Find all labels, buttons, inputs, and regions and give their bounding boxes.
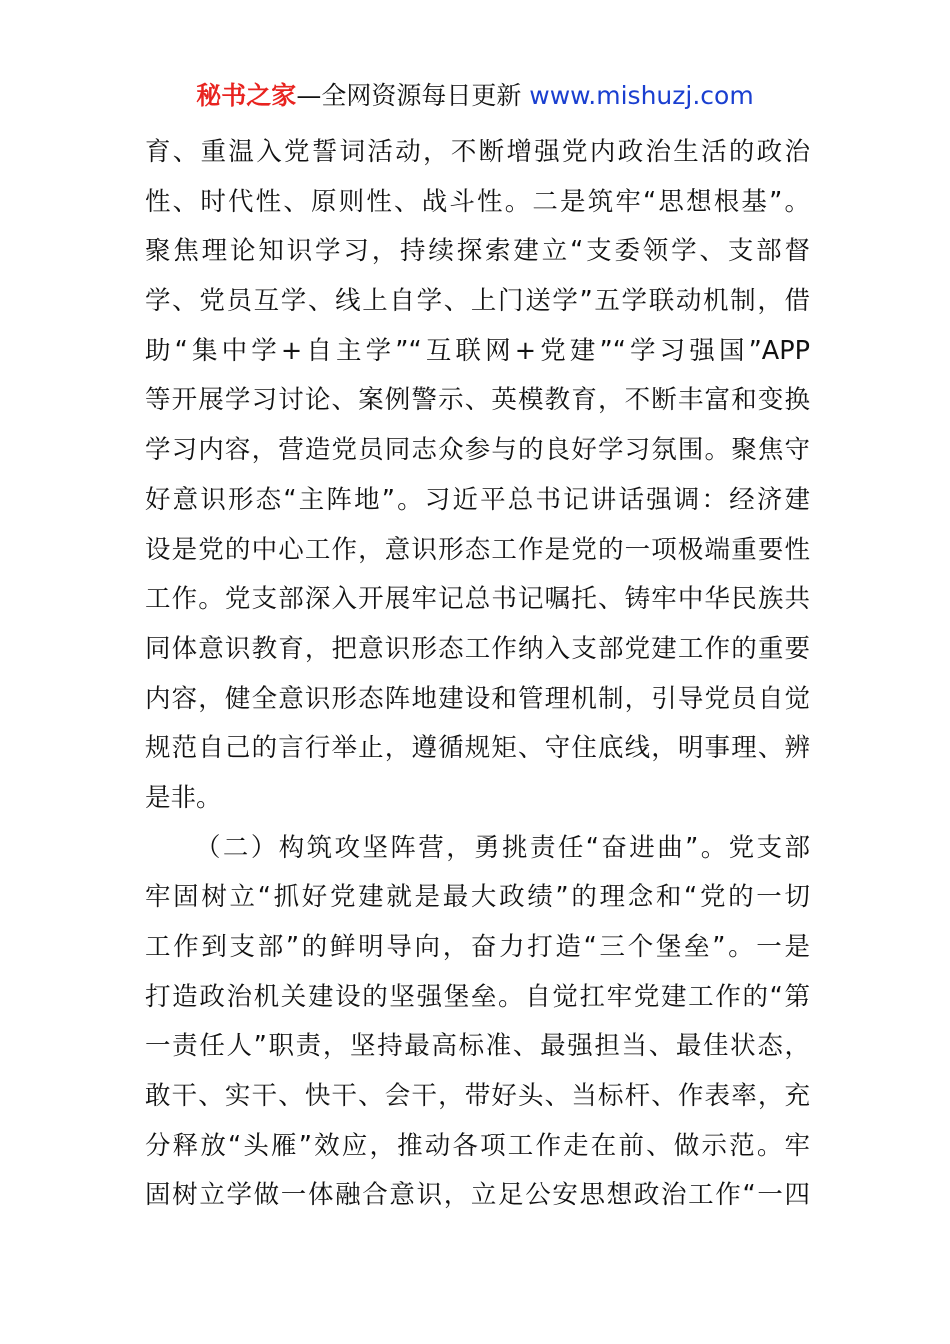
paragraph-2 [145, 824, 810, 1222]
text-line: 工作到支部”的鲜明导向，奋力打造“三个堡垒”。一是 [145, 932, 810, 962]
text-line: 是非。 [145, 782, 222, 813]
text-line: 敢干、实干、快干、会干，带好头、当标杆、作表率，充 [145, 1081, 810, 1112]
text-line: 同体意识教育，把意识形态工作纳入支部党建工作的重要 [145, 633, 810, 664]
site-slogan: —全网资源每日更新 [296, 81, 530, 110]
site-url-link[interactable]: www.mishuzj.com [529, 81, 754, 110]
text-line: 等开展学习讨论、案例警示、英模教育，不断丰富和变换 [145, 385, 810, 416]
text-line: 性、时代性、原则性、战斗性。二是筑牢“思想根基”。 [145, 186, 810, 217]
text-line: （二）构筑攻坚阵营，勇挑责任“奋进曲”。党支部 [195, 832, 810, 863]
text-line: 学习内容，营造党员同志众参与的良好学习氛围。聚焦守 [145, 435, 810, 466]
text-line: 学、党员互学、线上自学、上门送学”五学联动机制，借 [145, 286, 810, 317]
text-line: 聚焦理论知识学习，持续探索建立“支委领学、支部督 [145, 236, 810, 267]
document-body [145, 128, 810, 1221]
text-line: 规范自己的言行举止，遵循规矩、守住底线，明事理、辨 [145, 733, 810, 764]
text-line: 分释放“头雁”效应，推动各项工作走在前、做示范。牢 [145, 1130, 810, 1161]
paragraph-1 [145, 128, 810, 824]
text-line: 固树立学做一体融合意识，立足公安思想政治工作“一四 [145, 1180, 810, 1211]
text-line: 一责任人”职责，坚持最高标准、最强担当、最佳状态， [145, 1031, 810, 1062]
text-line: 内容，健全意识形态阵地建设和管理机制，引导党员自觉 [145, 683, 810, 714]
text-line: 设是党的中心工作，意识形态工作是党的一项极端重要性 [145, 534, 810, 565]
site-brand: 秘书之家 [196, 81, 297, 110]
text-line: 助“集中学+自主学”“互联网+党建”“学习强国”APP [145, 335, 810, 366]
text-line: 打造政治机关建设的坚强堡垒。自觉扛牢党建工作的“第 [145, 981, 810, 1012]
text-line: 工作。党支部深入开展牢记总书记嘱托、铸牢中华民族共 [145, 584, 810, 615]
text-line: 育、重温入党誓词活动，不断增强党内政治生活的政治 [145, 137, 810, 167]
text-line: 好意识形态“主阵地”。习近平总书记讲话强调：经济建 [145, 484, 810, 515]
text-line: 牢固树立“抓好党建就是最大政绩”的理念和“党的一切 [145, 882, 810, 913]
site-header [0, 78, 950, 114]
